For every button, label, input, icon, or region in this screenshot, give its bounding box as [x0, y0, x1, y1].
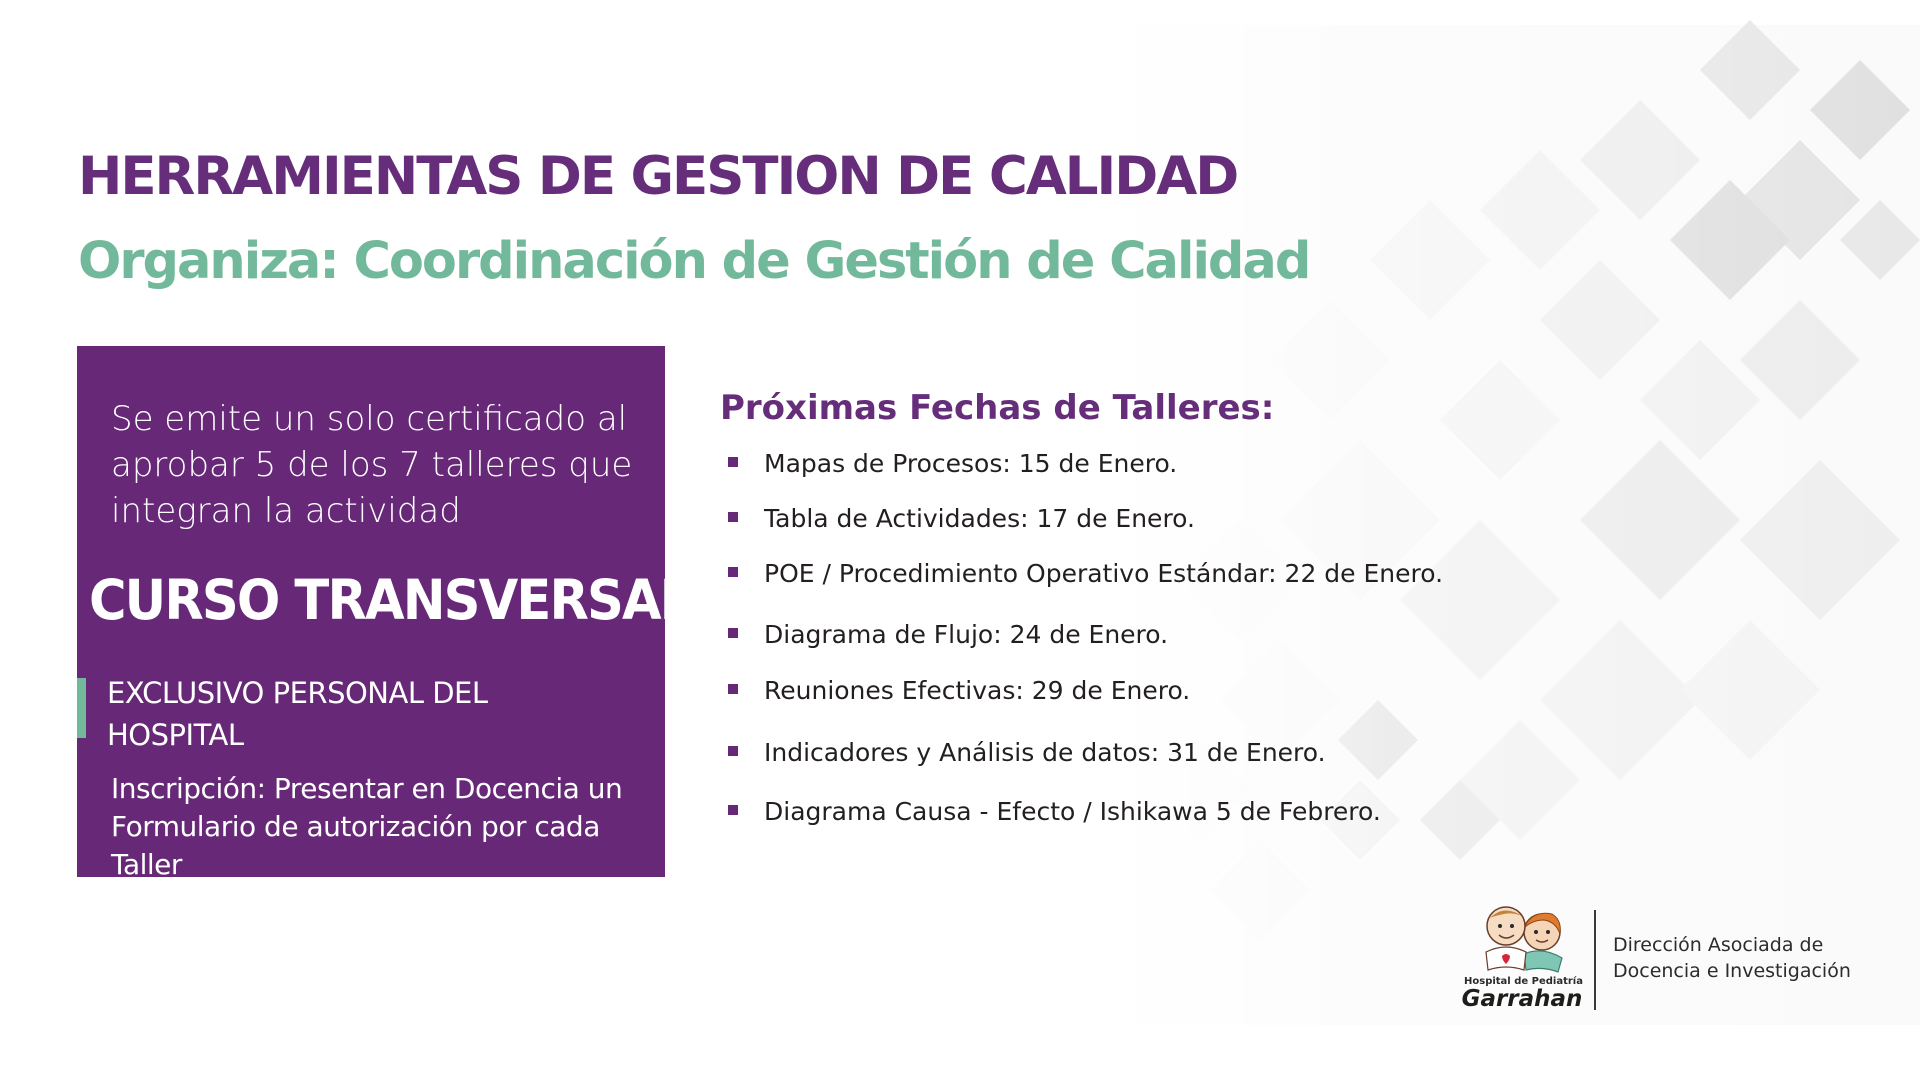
- exclusive-line: EXCLUSIVO PERSONAL DEL: [107, 676, 488, 710]
- schedule-item-text: Indicadores y Análisis de datos: 31 de Enero.: [764, 738, 1326, 767]
- department-name: [1613, 932, 1913, 984]
- schedule-item: [728, 504, 1195, 533]
- certificate-line: integran la actividad: [111, 491, 461, 531]
- schedule-item: [728, 620, 1168, 649]
- schedule-item-text: Mapas de Procesos: 15 de Enero.: [764, 449, 1178, 478]
- schedule-item: [728, 676, 1190, 705]
- schedule-item: [728, 738, 1326, 767]
- exclusive-note: [107, 672, 527, 756]
- course-type-title: CURSO TRANSVERSAL: [89, 568, 691, 632]
- course-info-box: [77, 346, 691, 881]
- schedule-item-text: Tabla de Actividades: 17 de Enero.: [764, 504, 1195, 533]
- logo-brand-name: Garrahan: [1461, 986, 1583, 1012]
- exclusive-line: HOSPITAL: [107, 718, 244, 752]
- schedule-item-text: Diagrama Causa - Efecto / Ishikawa 5 de Febrero.: [764, 797, 1381, 826]
- inscription-line: Formulario de autorización por cada Taller: [111, 810, 600, 881]
- schedule-item: [728, 559, 1443, 588]
- department-line: Docencia e Investigación: [1613, 960, 1851, 982]
- schedule-heading: Próximas Fechas de Talleres:: [720, 388, 1275, 428]
- inscription-line: Inscripción: Presentar en Docencia un: [111, 772, 623, 805]
- square-bullet-icon: [728, 512, 738, 522]
- certificate-line: aprobar 5 de los 7 talleres que: [111, 445, 633, 485]
- page-title: HERRAMIENTAS DE GESTION DE CALIDAD: [78, 146, 1238, 207]
- certificate-note: [111, 396, 651, 534]
- square-bullet-icon: [728, 457, 738, 467]
- schedule-item: [728, 797, 1381, 826]
- department-line: Dirección Asociada de: [1613, 934, 1824, 956]
- logo-caption: Hospital de Pediatría: [1464, 976, 1583, 987]
- square-bullet-icon: [728, 746, 738, 756]
- footer-divider: [1594, 910, 1596, 1010]
- square-bullet-icon: [728, 628, 738, 638]
- square-bullet-icon: [728, 567, 738, 577]
- schedule-item-text: POE / Procedimiento Operativo Estándar: 22 de Enero.: [764, 559, 1444, 588]
- schedule-item-text: Reuniones Efectivas: 29 de Enero.: [764, 676, 1191, 705]
- inscription-note: [111, 770, 663, 884]
- schedule-item: [728, 449, 1177, 478]
- organizer-subtitle: Organiza: Coordinación de Gestión de Calidad: [78, 232, 1310, 291]
- square-bullet-icon: [728, 684, 738, 694]
- accent-bar: [77, 678, 86, 738]
- certificate-line: Se emite un solo certificado al: [111, 399, 628, 439]
- square-bullet-icon: [728, 805, 738, 815]
- schedule-item-text: Diagrama de Flujo: 24 de Enero.: [764, 620, 1169, 649]
